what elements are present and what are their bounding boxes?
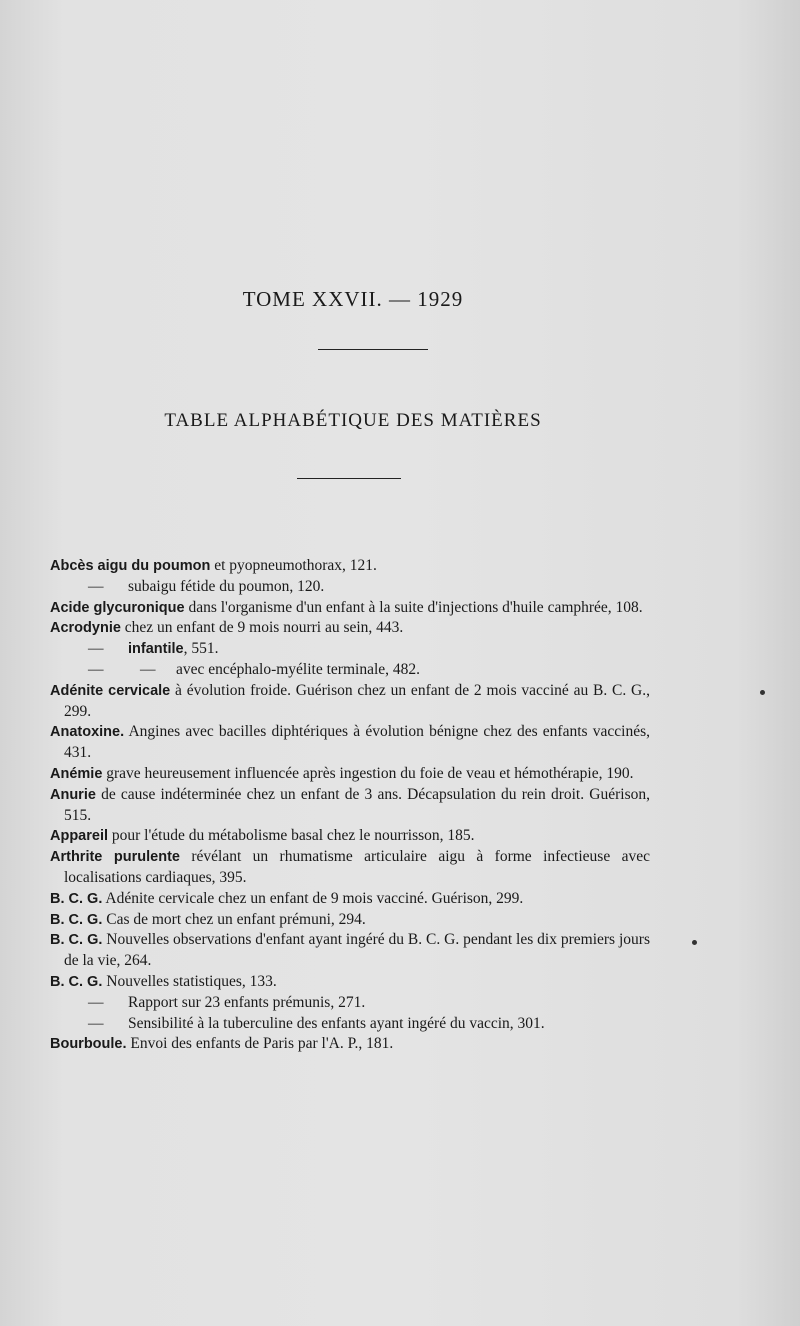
index-entry (50, 681, 650, 723)
entry-text: chez un enfant de 9 mois nourri au sein, 443. (120, 619, 404, 637)
index-entry (50, 972, 650, 993)
entry-heading: Bourboule. (50, 1036, 127, 1053)
index-entry (50, 618, 650, 639)
entry-text: avec encéphalo-myélite terminale, 482. (176, 660, 421, 678)
ditto-dash: — (140, 660, 156, 678)
entry-heading: B. C. G. (50, 890, 103, 907)
entry-text: révélant un rhumatisme articulaire aigu à forme infectieuse avec localisations cardiaques, 395. (64, 848, 650, 886)
entry-text: subaigu fétide du poumon, 120. (128, 577, 325, 595)
entry-heading: Appareil (50, 828, 109, 845)
section-title: TABLE ALPHABÉTIQUE DES MATIÈRES (164, 410, 542, 431)
entry-heading: Anémie (50, 765, 103, 782)
subject-index (50, 556, 650, 1055)
entry-heading: B. C. G. (50, 911, 103, 928)
entry-text: à évolution froide. Guérison chez un enfant de 2 mois vacciné au B. C. G., 299. (64, 681, 650, 720)
entry-text: Adénite cervicale chez un enfant de 9 mois vacciné. Guérison, 299. (102, 889, 524, 907)
entry-text: Rapport sur 23 enfants prémunis, 271. (128, 993, 366, 1011)
index-entry (50, 764, 650, 785)
index-entry (50, 910, 650, 931)
bottom-rule (297, 478, 401, 479)
index-entry (50, 930, 650, 972)
entry-text: grave heureusement influencée après ingestion du foie de veau et hémothérapie, 190. (102, 764, 634, 782)
entry-text: , 551. (183, 640, 219, 658)
index-entry (50, 722, 650, 764)
entry-heading: Acrodynie (50, 620, 121, 637)
entry-text: de cause indéterminée chez un enfant de 3 ans. Décapsulation du rein droit. Guérison, 515. (64, 785, 650, 824)
ditto-dash: — (88, 1014, 104, 1032)
entry-text: Nouvelles observations d'enfant ayant ingéré du B. C. G. pendant les dix premiers jours de la vie, 264. (64, 931, 650, 970)
entry-heading: Anurie (50, 786, 96, 803)
ditto-dash: — (88, 640, 104, 658)
ditto-dash: — (88, 660, 104, 678)
entry-heading: B. C. G. (50, 932, 103, 949)
index-entry (50, 577, 650, 598)
entry-heading: Abcès aigu du poumon (50, 558, 211, 574)
entry-text: pour l'étude du métabolisme basal chez le nourrisson, 185. (108, 827, 475, 845)
top-rule (318, 349, 428, 350)
paper-spot (760, 690, 765, 695)
index-entry (50, 1014, 650, 1035)
entry-text: Nouvelles statistiques, 133. (102, 972, 277, 990)
entry-text: Envoi des enfants de Paris par l'A. P., 181. (126, 1035, 394, 1053)
entry-text: Sensibilité à la tuberculine des enfants ayant ingéré du vaccin, 301. (128, 1014, 545, 1032)
volume-title: TOME XXVII. — 1929 (242, 287, 464, 311)
entry-heading: Anatoxine. (50, 724, 125, 741)
index-entry (50, 660, 650, 681)
entry-text: dans l'organisme d'un enfant à la suite d'injections d'huile camphrée, 108. (184, 598, 643, 616)
index-entry (50, 785, 650, 827)
entry-heading: Arthrite purulente (50, 849, 180, 866)
entry-heading: Adénite cervicale (50, 682, 171, 699)
index-entry (50, 556, 650, 577)
entry-heading: B. C. G. (50, 973, 103, 990)
entry-subheading: infantile (128, 641, 184, 658)
index-entry (50, 847, 650, 889)
entry-text: et pyopneumothorax, 121. (210, 557, 377, 574)
ditto-dash: — (88, 993, 104, 1011)
ditto-dash: — (88, 577, 104, 595)
paper-spot (692, 940, 697, 945)
index-entry (50, 598, 650, 619)
index-entry (50, 639, 650, 660)
index-entry (50, 1034, 650, 1055)
entry-text: Angines avec bacilles diphtériques à évolution bénigne chez des enfants vaccinés, 431. (64, 723, 650, 762)
index-entry (50, 889, 650, 910)
index-entry (50, 826, 650, 847)
entry-text: Cas de mort chez un enfant prémuni, 294. (102, 910, 366, 928)
entry-heading: Acide glycuronique (50, 599, 185, 616)
index-entry (50, 993, 650, 1014)
